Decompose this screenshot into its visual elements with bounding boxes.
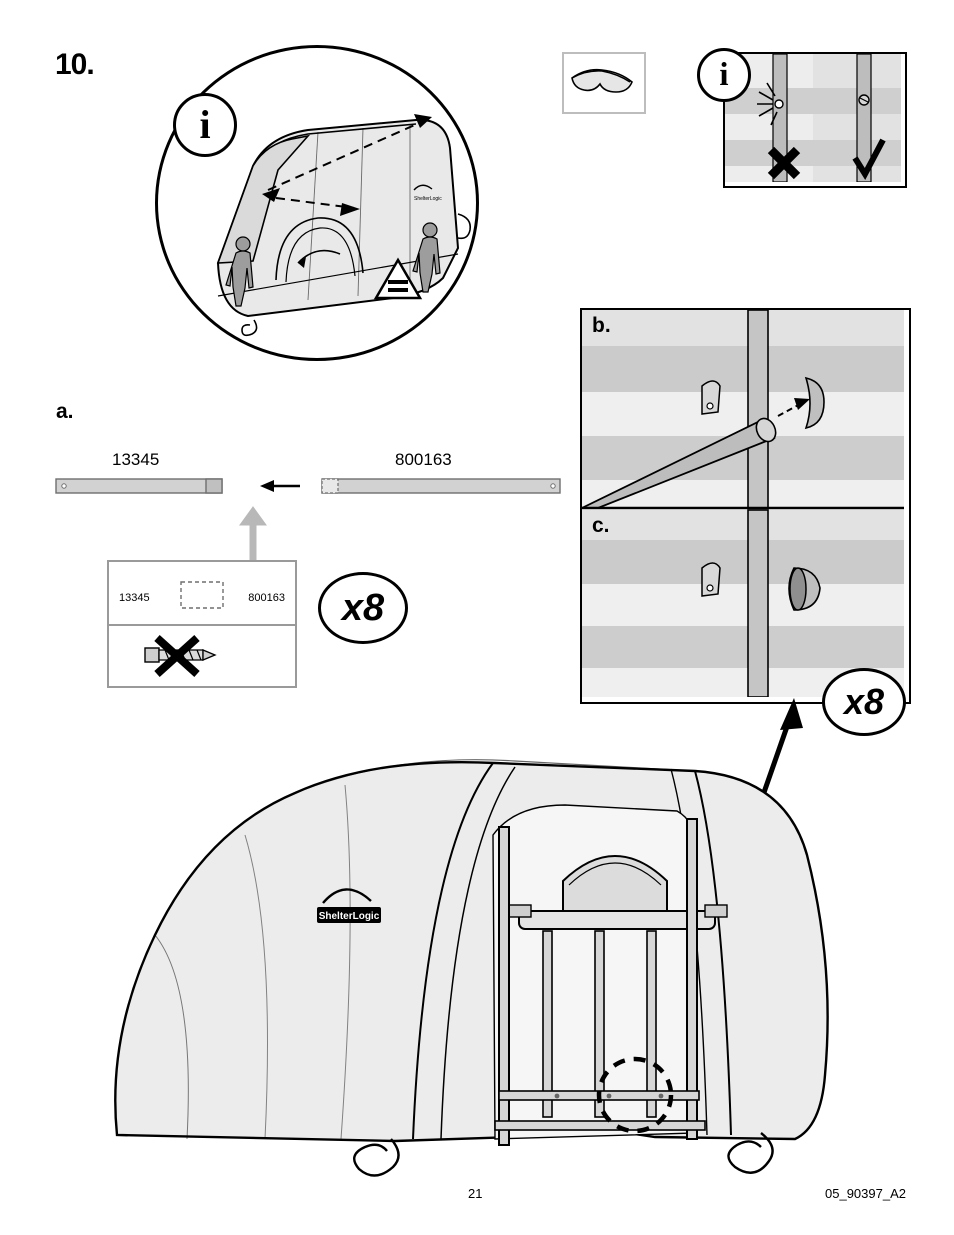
section-label-a: a. [56, 400, 74, 423]
no-screw-icon [135, 630, 263, 680]
quantity-badge-detail-text: x8 [843, 681, 885, 722]
no-screw-instruction-box [107, 560, 297, 688]
section-label-c: c. [592, 514, 610, 537]
assembled-shelter-drawing [95, 735, 865, 1180]
parts-assembly-row [50, 474, 570, 500]
box-divider [109, 624, 295, 626]
pole-alignment-drawing [725, 54, 901, 182]
safety-glasses-icon [564, 54, 640, 108]
document-code: 05_90397_A2 [825, 1186, 906, 1201]
quantity-badge-parts [318, 572, 408, 644]
shelter-overview-illustration [155, 45, 480, 365]
info-badge-right-icon [697, 48, 751, 102]
page-number: 21 [468, 1186, 483, 1201]
part-number-left: 13345 [112, 450, 160, 469]
step-number: 10. [55, 48, 94, 81]
callout-arrow-up [228, 505, 278, 563]
joint-dashed-outline [179, 578, 225, 612]
pole-connection-detail-panel [580, 308, 911, 704]
box-code-left: 13345 [119, 592, 150, 604]
svg-text:ShelterLogic: ShelterLogic [414, 196, 442, 202]
assembled-shelter-illustration [95, 735, 865, 1180]
svg-text:ShelterLogic: ShelterLogic [318, 911, 380, 922]
box-code-right: 800163 [248, 592, 285, 604]
parts-bars [50, 474, 570, 500]
safety-glasses-box [562, 52, 646, 114]
info-badge-letter: i [199, 102, 211, 147]
quantity-badge-parts-text: x8 [341, 586, 385, 629]
section-label-b: b. [592, 314, 611, 337]
info-badge-right-letter: i [719, 56, 729, 93]
info-badge-icon [173, 93, 237, 157]
part-number-right: 800163 [395, 450, 452, 469]
pole-connection-drawing [582, 310, 904, 697]
